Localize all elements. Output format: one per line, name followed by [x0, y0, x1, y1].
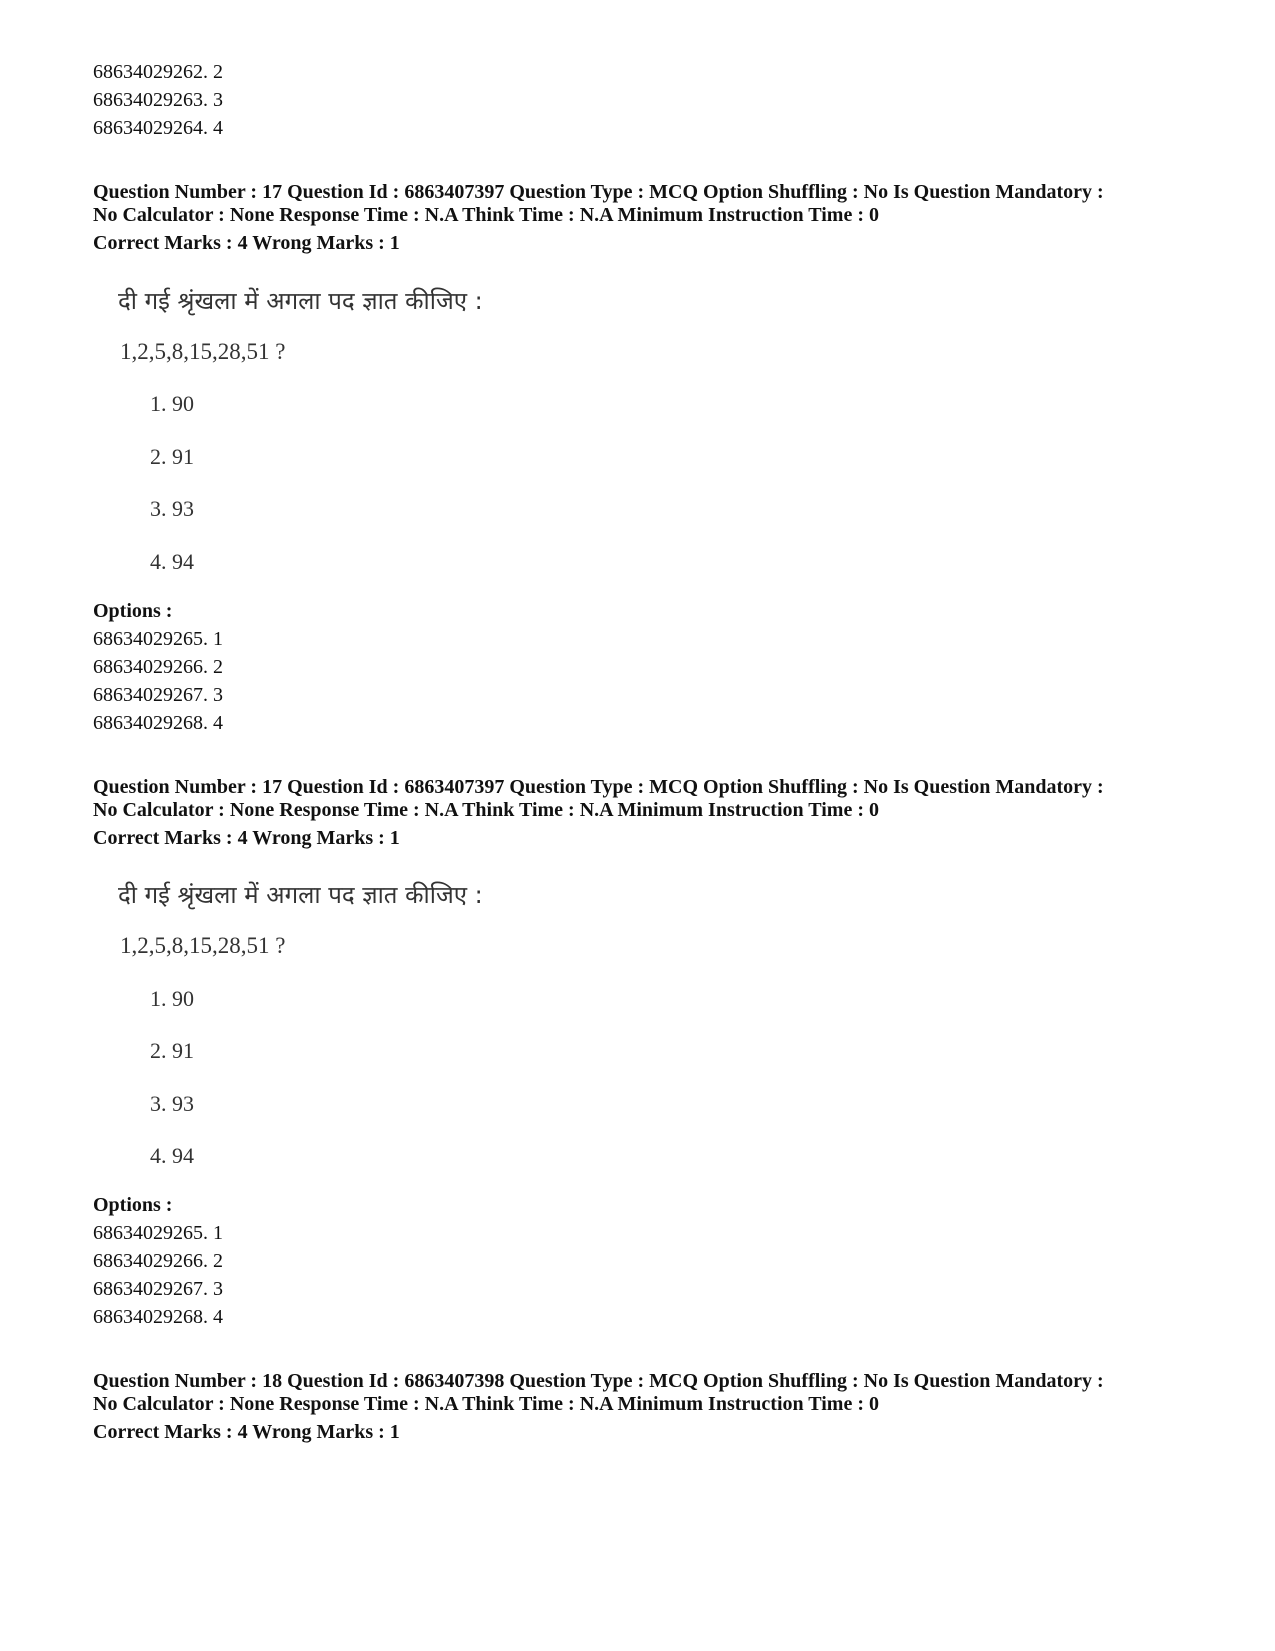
answer-choice: 2. 91	[150, 1038, 194, 1063]
question-series: 1,2,5,8,15,28,51 ?	[120, 933, 286, 958]
question-marks: Correct Marks : 4 Wrong Marks : 1	[93, 232, 400, 254]
option-line: 68634029268. 4	[93, 1306, 223, 1328]
options-label: Options :	[93, 600, 173, 622]
option-line: 68634029267. 3	[93, 684, 223, 706]
answer-choice: 1. 90	[150, 986, 194, 1011]
question-header: Question Number : 18 Question Id : 6863407398 Question Type : MCQ Option Shuffling : No Is Question Mandatory :	[93, 1370, 1104, 1392]
option-line: 68634029262. 2	[93, 61, 223, 83]
answer-choice: 4. 94	[150, 549, 194, 574]
option-line: 68634029266. 2	[93, 1250, 223, 1272]
question-header: Question Number : 17 Question Id : 6863407397 Question Type : MCQ Option Shuffling : No Is Question Mandatory :	[93, 181, 1104, 203]
question-header: No Calculator : None Response Time : N.A Think Time : N.A Minimum Instruction Time : 0	[93, 204, 879, 226]
answer-choice: 3. 93	[150, 496, 194, 521]
answer-choice: 4. 94	[150, 1143, 194, 1168]
question-text: दी गई श्रृंखला में अगला पद ज्ञात कीजिए :	[118, 287, 483, 315]
question-header: Question Number : 17 Question Id : 6863407397 Question Type : MCQ Option Shuffling : No Is Question Mandatory :	[93, 776, 1104, 798]
question-marks: Correct Marks : 4 Wrong Marks : 1	[93, 827, 400, 849]
question-text: दी गई श्रृंखला में अगला पद ज्ञात कीजिए :	[118, 881, 483, 909]
option-line: 68634029265. 1	[93, 1222, 223, 1244]
option-line: 68634029266. 2	[93, 656, 223, 678]
answer-choice: 2. 91	[150, 444, 194, 469]
question-header: No Calculator : None Response Time : N.A Think Time : N.A Minimum Instruction Time : 0	[93, 799, 879, 821]
option-line: 68634029265. 1	[93, 628, 223, 650]
option-line: 68634029264. 4	[93, 117, 223, 139]
question-marks: Correct Marks : 4 Wrong Marks : 1	[93, 1421, 400, 1443]
options-label: Options :	[93, 1194, 173, 1216]
option-line: 68634029263. 3	[93, 89, 223, 111]
question-header: No Calculator : None Response Time : N.A Think Time : N.A Minimum Instruction Time : 0	[93, 1393, 879, 1415]
option-line: 68634029268. 4	[93, 712, 223, 734]
option-line: 68634029267. 3	[93, 1278, 223, 1300]
question-series: 1,2,5,8,15,28,51 ?	[120, 339, 286, 364]
answer-choice: 3. 93	[150, 1091, 194, 1116]
answer-choice: 1. 90	[150, 391, 194, 416]
